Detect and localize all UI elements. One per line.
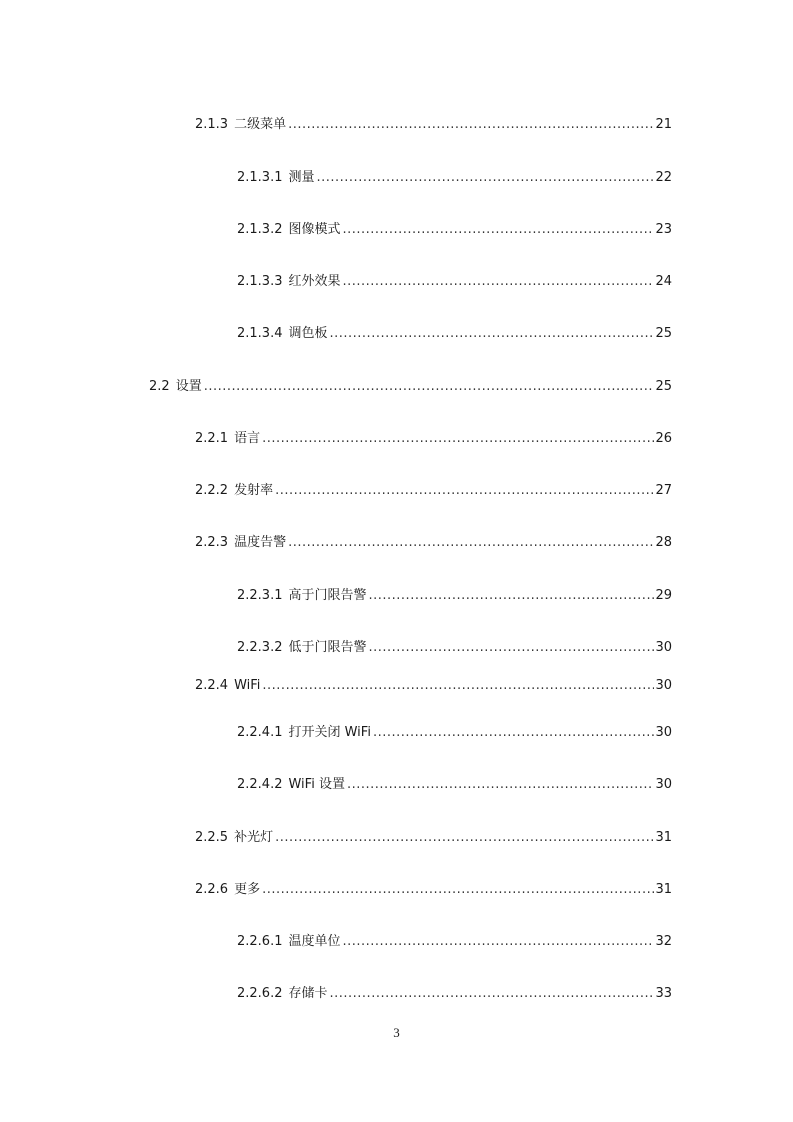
toc-entry[interactable] <box>237 270 672 290</box>
toc-entry[interactable] <box>237 721 672 741</box>
toc-entry-title: 补光灯 <box>234 830 274 845</box>
toc-dot-leader <box>369 588 655 603</box>
toc-dot-leader <box>317 170 655 185</box>
toc-entry-number: 2.2.6 <box>195 882 229 897</box>
toc-entry-number: 2.2.4.1 <box>237 725 283 740</box>
toc-entry[interactable] <box>237 982 672 1002</box>
toc-entry-page: 25 <box>655 379 672 394</box>
toc-entry-page: 26 <box>655 431 672 446</box>
toc-dot-leader <box>343 934 655 949</box>
toc-entry-title: 更多 <box>234 882 261 897</box>
toc-dot-leader <box>262 431 654 446</box>
toc-entry-number: 2.2.3.1 <box>237 588 283 603</box>
toc-dot-leader <box>343 274 655 289</box>
toc-dot-leader <box>262 678 654 693</box>
toc-dot-leader <box>373 725 655 740</box>
toc-entry[interactable] <box>195 878 672 898</box>
toc-entry-number: 2.1.3.2 <box>237 222 283 237</box>
toc-entry-number: 2.2.6.2 <box>237 986 283 1001</box>
toc-entry-title: 设置 <box>175 379 202 394</box>
toc-dot-leader <box>275 830 654 845</box>
toc-entry-title: 语言 <box>234 431 261 446</box>
toc-entry[interactable] <box>237 636 672 656</box>
toc-entry[interactable] <box>237 322 672 342</box>
toc-entry-page: 33 <box>655 986 672 1001</box>
toc-entry[interactable] <box>237 584 672 604</box>
toc-entry[interactable] <box>195 113 672 133</box>
toc-dot-leader <box>288 117 654 132</box>
toc-dot-leader <box>347 777 655 792</box>
toc-dot-leader <box>369 640 655 655</box>
toc-entry-title: 红外效果 <box>288 274 341 289</box>
toc-entry-page: 27 <box>655 483 672 498</box>
toc-entry-title: 发射率 <box>234 483 274 498</box>
toc-entry-number: 2.2.2 <box>195 483 229 498</box>
toc-entry-title: 调色板 <box>288 326 328 341</box>
toc-entry-page: 30 <box>655 640 672 655</box>
toc-dot-leader <box>262 882 654 897</box>
toc-entry-title: WiFi 设置 <box>288 777 345 792</box>
toc-dot-leader <box>275 483 654 498</box>
toc-entry-page: 25 <box>655 326 672 341</box>
toc-entry-title: 二级菜单 <box>234 117 287 132</box>
toc-entry-title: 存储卡 <box>288 986 328 1001</box>
toc-entry[interactable] <box>195 531 672 551</box>
toc-dot-leader <box>330 326 655 341</box>
toc-entry[interactable] <box>237 218 672 238</box>
toc-entry-number: 2.1.3 <box>195 117 229 132</box>
toc-entry[interactable] <box>237 773 672 793</box>
toc-entry-page: 31 <box>655 882 672 897</box>
toc-entry-title: 测量 <box>288 170 315 185</box>
toc-entry-page: 21 <box>655 117 672 132</box>
toc-entry[interactable] <box>195 479 672 499</box>
toc-entry-title: 图像模式 <box>288 222 341 237</box>
toc-entry-title: WiFi <box>234 678 261 693</box>
toc-entry-title: 高于门限告警 <box>288 588 367 603</box>
toc-entry-page: 30 <box>655 678 672 693</box>
toc-dot-leader <box>330 986 655 1001</box>
toc-entry[interactable] <box>237 166 672 186</box>
toc-entry-page: 24 <box>655 274 672 289</box>
toc-entry-page: 30 <box>655 777 672 792</box>
toc-dot-leader <box>343 222 655 237</box>
toc-entry-page: 32 <box>655 934 672 949</box>
toc-entry-number: 2.2.6.1 <box>237 934 283 949</box>
toc-entry-page: 23 <box>655 222 672 237</box>
toc-entry-number: 2.2.1 <box>195 431 229 446</box>
toc-entry-number: 2.2.4 <box>195 678 229 693</box>
toc-entry-title: 打开关闭 WiFi <box>288 725 371 740</box>
toc-entry-number: 2.1.3.1 <box>237 170 283 185</box>
toc-entry-page: 28 <box>655 535 672 550</box>
toc-entry[interactable] <box>237 930 672 950</box>
toc-entry-number: 2.1.3.3 <box>237 274 283 289</box>
toc-entry-number: 2.2.5 <box>195 830 229 845</box>
toc-entry[interactable] <box>149 375 672 395</box>
toc-entry-number: 2.2.3 <box>195 535 229 550</box>
toc-entry[interactable] <box>195 826 672 846</box>
toc-entry-number: 2.2 <box>149 379 170 394</box>
toc-entry-page: 30 <box>655 725 672 740</box>
toc-entry-title: 低于门限告警 <box>288 640 367 655</box>
toc-entry[interactable] <box>195 427 672 447</box>
toc-entry-page: 31 <box>655 830 672 845</box>
toc-entry-title: 温度单位 <box>288 934 341 949</box>
toc-entry-number: 2.1.3.4 <box>237 326 283 341</box>
toc-dot-leader <box>204 379 655 394</box>
toc-dot-leader <box>288 535 654 550</box>
toc-entry-page: 22 <box>655 170 672 185</box>
toc-entry-page: 29 <box>655 588 672 603</box>
toc-entry-number: 2.2.4.2 <box>237 777 283 792</box>
toc-entry[interactable] <box>195 678 672 698</box>
toc-entry-number: 2.2.3.2 <box>237 640 283 655</box>
toc-entry-title: 温度告警 <box>234 535 287 550</box>
page-number: 3 <box>393 1025 400 1040</box>
